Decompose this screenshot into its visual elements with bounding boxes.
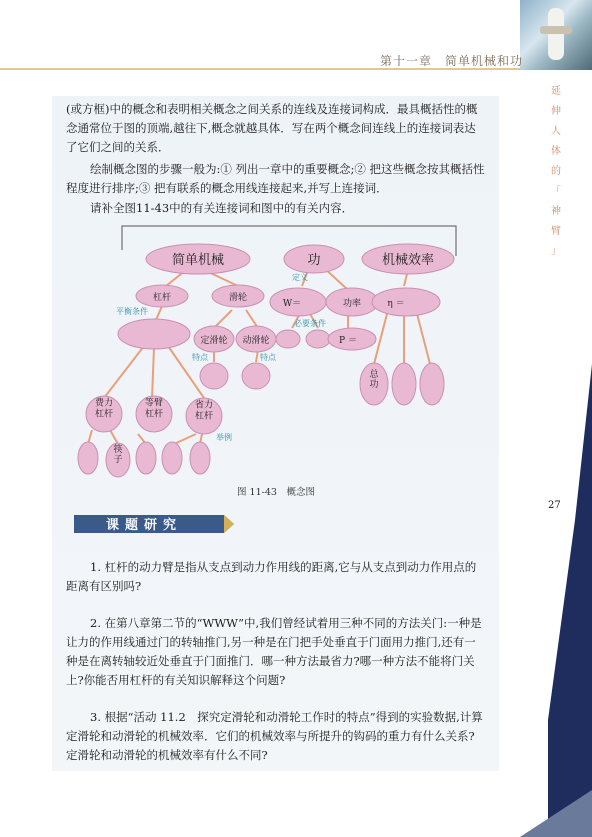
link-feature-2: 特点	[260, 353, 276, 362]
chapter-title: 第十一章 简单机械和功	[380, 54, 524, 68]
side-title-char: 人	[551, 126, 561, 137]
paragraph-steps: 绘制概念图的步骤一般为:① 列出一章中的重要概念;② 把这些概念按其概括性程度进行排序;③ 把有联系的概念用线连接起来,并写上连接词．	[66, 162, 485, 195]
node-chopsticks: 筷子	[113, 445, 123, 465]
link-balance: 平衡条件	[116, 307, 148, 316]
node-pulley: 滑轮	[228, 293, 248, 303]
link-necessary: 必要条件	[294, 319, 326, 328]
page-number: 27	[548, 500, 561, 511]
side-title-char: 延	[551, 86, 561, 97]
question-3: 3. 根据“活动 11.2 探究定滑轮和动滑轮工作时的特点”得到的实验数据,计算定滑轮和动滑轮的机械效率．它们的机械效率与所提升的钩码的重力有什么关系?定滑轮和动滑轮的机械效率有什么不同?	[66, 710, 483, 762]
link-example: 举例	[216, 433, 232, 442]
corner-photo	[520, 0, 592, 70]
node-power: 功率	[342, 299, 362, 309]
node-work-formula: W＝	[282, 299, 302, 309]
link-feature-1: 特点	[192, 353, 208, 362]
node-lever: 杠杆	[152, 293, 172, 303]
banner-title: 课题研究	[105, 518, 183, 533]
node-effort-lever: 费力杠杆	[94, 398, 114, 420]
side-title-char: 臂	[551, 226, 561, 237]
question-2: 2. 在第八章第二节的“WWW”中,我们曾经试着用三种不同的方法关门:一种是让力的作用线通过门的转轴推门,另一种是在门把手处垂直于门面用力推门,还有一种是在离转轴较近处垂直于门面推门．哪一种方法最省力?哪一种方法不能将门关上?你能否用杠杆的有关知识解释这个问题?	[66, 616, 482, 687]
node-fixed-pulley: 定滑轮	[200, 336, 228, 346]
link-define: 定义	[292, 273, 308, 282]
section-banner	[74, 513, 238, 535]
node-movable-pulley: 动滑轮	[242, 336, 270, 346]
side-title-char: 神	[551, 206, 561, 217]
node-force-lever: 省力杠杆	[194, 400, 214, 422]
paragraph-intro: (或方框)中的概念和表明相关概念之间关系的连线及连接词构成．最具概括性的概念通常位于图的顶端,越往下,概念就越具体．写在两个概念间连线上的连接词表达了它们之间的关系．	[66, 102, 478, 154]
node-total-work: 总功	[369, 370, 379, 390]
side-title-char: 体	[551, 146, 561, 157]
side-title-char: 「	[551, 186, 561, 197]
question-1: 1. 杠杆的动力臂是指从支点到动力作用线的距离,它与从支点到动力作用点的距离有区别吗?	[66, 560, 477, 593]
node-work: 功	[307, 253, 321, 268]
node-efficiency: 机械效率	[381, 253, 435, 268]
concept-map	[66, 222, 486, 502]
node-power-formula: P ＝	[339, 336, 357, 346]
side-title	[548, 82, 564, 262]
node-equal-lever: 等臂杠杆	[144, 398, 164, 420]
paragraph-instruction: 请补全图11-43中的有关连接词和图中的有关内容．	[90, 201, 354, 215]
side-title-char: 」	[551, 246, 561, 257]
side-title-char: 的	[551, 166, 561, 177]
node-simple-machine: 简单机械	[171, 253, 225, 268]
side-title-char: 伸	[551, 106, 561, 117]
figure-caption: 图 11-43 概念图	[237, 487, 315, 498]
node-efficiency-formula: η ＝	[387, 299, 405, 309]
